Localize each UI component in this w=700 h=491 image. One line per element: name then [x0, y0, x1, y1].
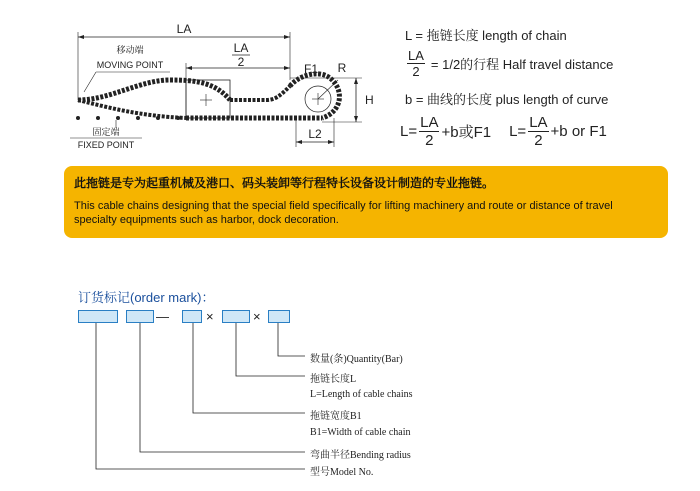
order-label-length-cn: 拖链长度L	[310, 374, 357, 385]
formula-half-den: 2	[412, 64, 420, 79]
order-label-bending-radius: 弯曲半径Bending radius	[310, 450, 411, 461]
la-arrow-right	[284, 35, 290, 39]
moving-point-en: MOVING POINT	[96, 60, 164, 70]
eq2-suffix: +b or F1	[550, 123, 607, 140]
order-label-length-en: L=Length of cable chains	[310, 389, 413, 400]
eq1-num: LA	[420, 114, 439, 131]
fixed-point-cn: 固定端	[92, 127, 120, 137]
fixed-point-en: FIXED POINT	[77, 140, 135, 150]
banner-text-en: This cable chains designing that the special field specifically for lifting machinery and route or distance of travel specialty equipments such as harbor, dock decoration.	[74, 200, 613, 226]
formula-half-def: = 1/2的行程 Half travel distance	[430, 57, 614, 72]
order-times-1: ×	[206, 309, 214, 324]
order-box-radius	[126, 310, 154, 323]
la-half-den: 2	[237, 55, 245, 69]
formula-length-of-chain	[405, 25, 567, 44]
order-box-quantity	[268, 310, 290, 323]
order-times-2: ×	[253, 309, 261, 324]
la-arrow-left	[78, 35, 84, 39]
banner-text-cn: 此拖链是专为起重机械及港口、码头装卸等行程特长设备设计制造的专业拖链。	[74, 176, 495, 190]
eq1-prefix: L=	[400, 123, 418, 140]
order-box-length	[222, 310, 250, 323]
la-half-num: LA	[233, 41, 249, 55]
order-dash: —	[156, 309, 169, 324]
formula-curve-length	[405, 89, 608, 108]
order-label-width-cn: 拖链宽度B1	[310, 411, 362, 422]
moving-point-cn: 移动端	[116, 45, 144, 55]
formula-half-num: LA	[408, 48, 424, 63]
order-mark-title: 订货标记(order mark)：	[78, 290, 215, 305]
order-connector-lines	[96, 323, 305, 469]
eq2-fraction	[528, 115, 548, 148]
eq2-prefix: L=	[509, 123, 527, 140]
formula-half-travel	[405, 49, 613, 78]
eq1-den: 2	[425, 132, 434, 149]
formula-l-def: L = 拖链长度 length of chain	[405, 28, 567, 43]
left-chain-upper	[78, 80, 230, 100]
la-label: LA	[176, 22, 192, 36]
left-chain-lower	[78, 100, 186, 118]
order-box-width	[182, 310, 202, 323]
eq1-fraction	[419, 115, 439, 148]
r-label: R	[337, 61, 347, 75]
order-box-model	[78, 310, 118, 323]
formula-half-fraction	[407, 49, 425, 78]
eq2-num: LA	[529, 114, 548, 131]
formula-equations	[400, 115, 607, 148]
order-label-model: 型号Model No.	[310, 467, 374, 478]
description-banner	[64, 166, 668, 238]
f1-label: F1	[303, 62, 319, 76]
order-label-width-en: B1=Width of cable chain	[310, 427, 411, 438]
eq2-den: 2	[534, 132, 543, 149]
eq1-suffix: +b或F1	[441, 124, 492, 141]
formula-b-def: b = 曲线的长度 plus length of curve	[405, 92, 609, 107]
h-label: H	[365, 93, 374, 107]
order-label-quantity: 数量(条)Quantity(Bar)	[310, 354, 403, 365]
l2-label: L2	[308, 127, 322, 141]
